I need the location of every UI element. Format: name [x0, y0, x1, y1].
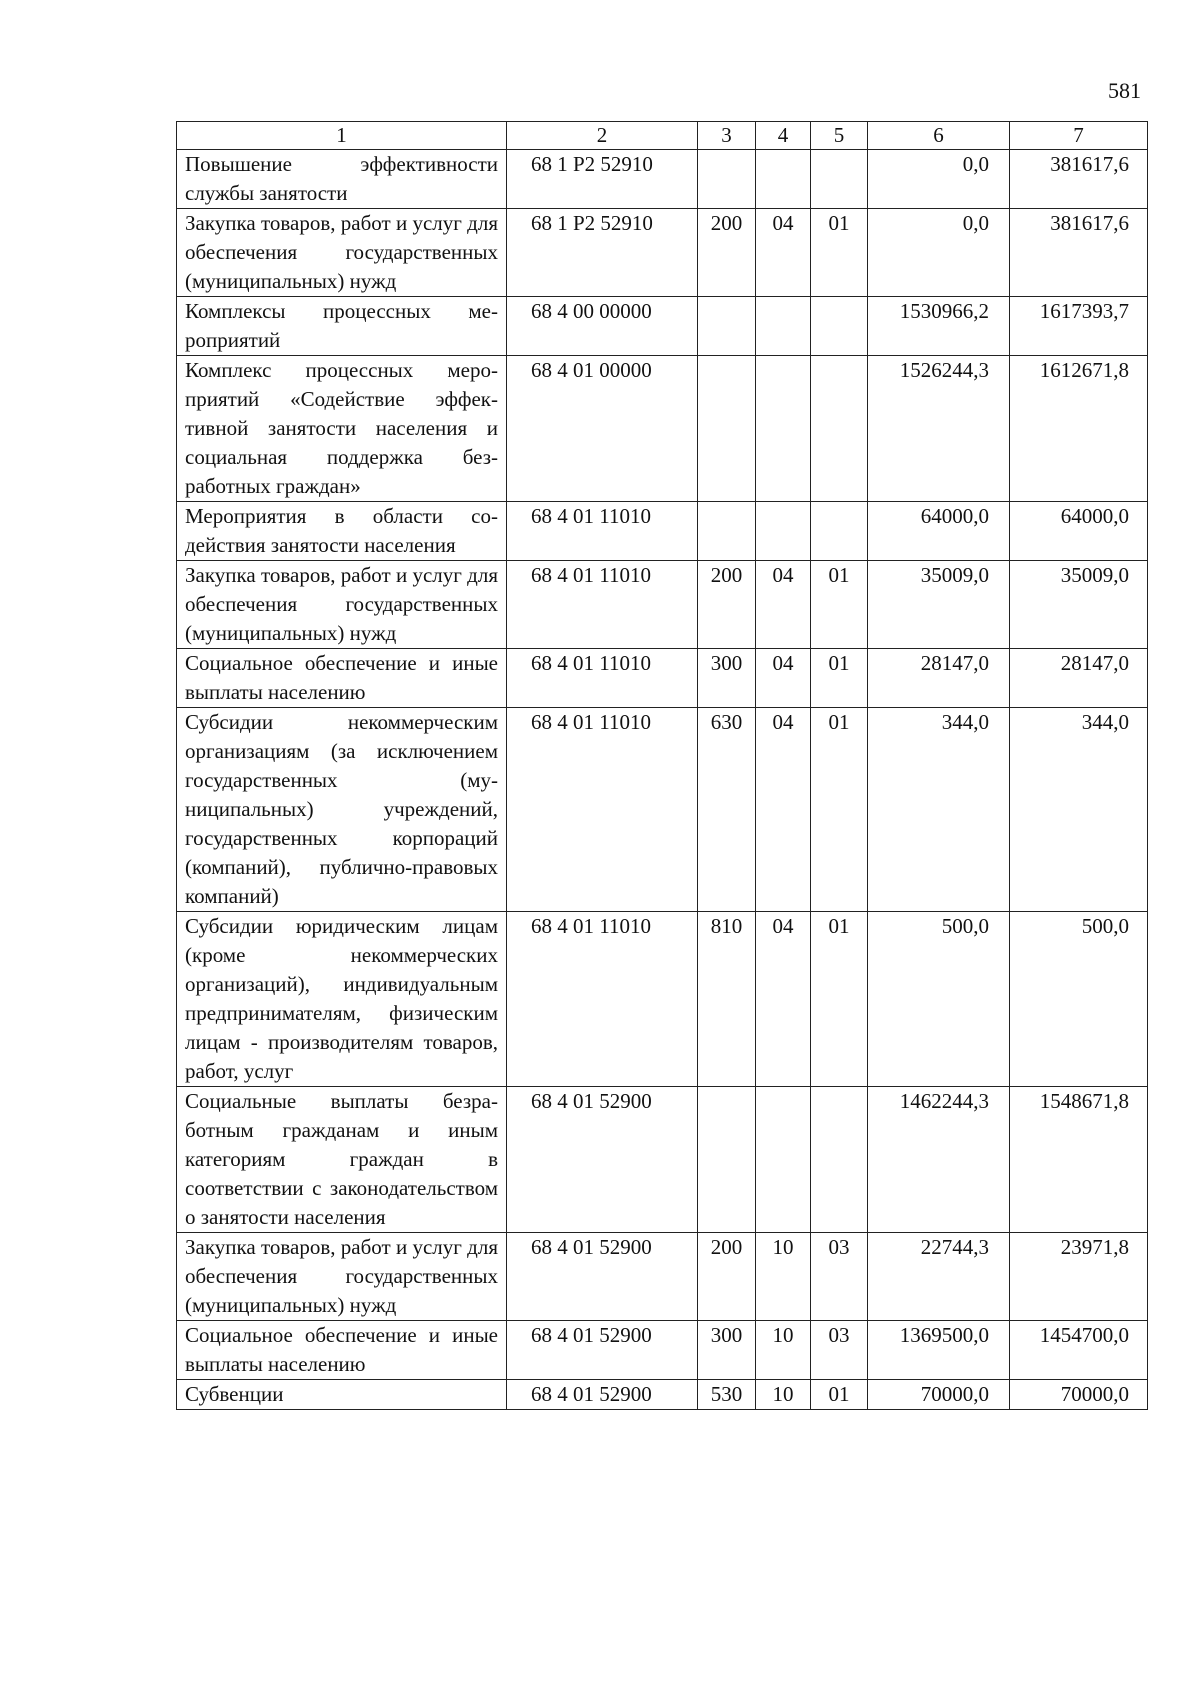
row-section-cell [756, 150, 811, 209]
table-row [177, 708, 1148, 912]
row-section-cell: 10 [756, 1233, 811, 1321]
row-amount-col6-cell: 64000,0 [868, 502, 1010, 561]
table-row [177, 502, 1148, 561]
row-amount-col7-cell: 500,0 [1010, 912, 1148, 1087]
column-header: 2 [507, 122, 698, 150]
row-code-cell: 68 4 01 11010 [507, 708, 698, 912]
row-section-cell [756, 356, 811, 502]
row-amount-col7-cell: 344,0 [1010, 708, 1148, 912]
row-amount-col7-cell: 381617,6 [1010, 209, 1148, 297]
table-row [177, 1233, 1148, 1321]
row-subsection-cell [811, 356, 868, 502]
row-name-cell: Закупка товаров, работ и услуг для обеспечения государственных (муниципальных) нужд [177, 209, 507, 297]
row-code-cell: 68 4 01 11010 [507, 561, 698, 649]
row-amount-col7-cell: 381617,6 [1010, 150, 1148, 209]
row-code-cell: 68 4 01 52900 [507, 1321, 698, 1380]
row-amount-col6-cell: 1526244,3 [868, 356, 1010, 502]
table-row [177, 297, 1148, 356]
row-amount-col6-cell: 1462244,3 [868, 1087, 1010, 1233]
row-subsection-cell [811, 1087, 868, 1233]
row-name-cell: Субсидии юридическим лицам (кроме некоммерческих организаций), индивидуальным предпринимателям, физическим лицам - производителям товаров, работ, услуг [177, 912, 507, 1087]
row-amount-col6-cell: 344,0 [868, 708, 1010, 912]
row-subsection-cell: 01 [811, 561, 868, 649]
row-amount-col7-cell: 1548671,8 [1010, 1087, 1148, 1233]
table-row [177, 1321, 1148, 1380]
table-row [177, 912, 1148, 1087]
row-name-cell: Закупка товаров, работ и услуг для обеспечения государственных (муниципальных) нужд [177, 1233, 507, 1321]
column-header: 4 [756, 122, 811, 150]
row-subsection-cell: 01 [811, 708, 868, 912]
row-name-cell: Закупка товаров, работ и услуг для обеспечения государственных (муниципальных) нужд [177, 561, 507, 649]
row-type-cell: 300 [698, 649, 756, 708]
row-name-cell: Субсидии некоммерческим организациям (за исключением государственных (муниципальных) учреждений, государственных корпораций (компаний), публично-правовых компаний) [177, 708, 507, 912]
row-name-cell: Повышение эффективности службы занятости [177, 150, 507, 209]
row-code-cell: 68 4 01 00000 [507, 356, 698, 502]
table-row [177, 150, 1148, 209]
row-type-cell: 200 [698, 561, 756, 649]
row-type-cell: 810 [698, 912, 756, 1087]
row-type-cell: 200 [698, 1233, 756, 1321]
row-amount-col6-cell: 1530966,2 [868, 297, 1010, 356]
row-type-cell [698, 356, 756, 502]
row-amount-col6-cell: 0,0 [868, 150, 1010, 209]
row-code-cell: 68 4 01 11010 [507, 912, 698, 1087]
row-subsection-cell [811, 502, 868, 561]
row-amount-col7-cell: 1617393,7 [1010, 297, 1148, 356]
column-header: 3 [698, 122, 756, 150]
row-type-cell [698, 1087, 756, 1233]
row-amount-col6-cell: 500,0 [868, 912, 1010, 1087]
row-section-cell: 04 [756, 561, 811, 649]
row-subsection-cell: 01 [811, 649, 868, 708]
row-name-cell: Мероприятия в области содействия занятости населения [177, 502, 507, 561]
row-type-cell: 630 [698, 708, 756, 912]
row-subsection-cell: 03 [811, 1233, 868, 1321]
table-row [177, 561, 1148, 649]
row-subsection-cell: 03 [811, 1321, 868, 1380]
row-name-cell: Социальное обеспечение и иные выплаты населению [177, 649, 507, 708]
row-amount-col7-cell: 23971,8 [1010, 1233, 1148, 1321]
column-header: 1 [177, 122, 507, 150]
row-type-cell [698, 297, 756, 356]
row-amount-col7-cell: 64000,0 [1010, 502, 1148, 561]
row-name-cell: Социальные выплаты безработным гражданам и иным категориям граждан в соответствии с законодательством о занятости населения [177, 1087, 507, 1233]
column-header: 6 [868, 122, 1010, 150]
row-amount-col6-cell: 70000,0 [868, 1380, 1010, 1410]
row-amount-col6-cell: 28147,0 [868, 649, 1010, 708]
row-section-cell [756, 1087, 811, 1233]
row-section-cell [756, 502, 811, 561]
row-subsection-cell: 01 [811, 912, 868, 1087]
budget-table [176, 121, 1148, 1410]
row-section-cell: 04 [756, 209, 811, 297]
column-header: 5 [811, 122, 868, 150]
row-amount-col7-cell: 1612671,8 [1010, 356, 1148, 502]
row-name-cell: Социальное обеспечение и иные выплаты населению [177, 1321, 507, 1380]
table-row [177, 356, 1148, 502]
row-name-cell: Субвенции [177, 1380, 507, 1410]
row-code-cell: 68 1 Р2 52910 [507, 209, 698, 297]
table-row [177, 649, 1148, 708]
row-amount-col7-cell: 70000,0 [1010, 1380, 1148, 1410]
row-code-cell: 68 4 01 11010 [507, 649, 698, 708]
row-code-cell: 68 1 Р2 52910 [507, 150, 698, 209]
row-type-cell: 200 [698, 209, 756, 297]
row-section-cell: 10 [756, 1321, 811, 1380]
row-section-cell [756, 297, 811, 356]
row-section-cell: 04 [756, 912, 811, 1087]
row-amount-col6-cell: 22744,3 [868, 1233, 1010, 1321]
table-row [177, 1380, 1148, 1410]
row-section-cell: 10 [756, 1380, 811, 1410]
column-header: 7 [1010, 122, 1148, 150]
row-subsection-cell: 01 [811, 209, 868, 297]
row-type-cell [698, 502, 756, 561]
row-code-cell: 68 4 01 52900 [507, 1087, 698, 1233]
row-subsection-cell [811, 297, 868, 356]
header-row [177, 122, 1148, 150]
page-number: 581 [1108, 78, 1141, 103]
row-section-cell: 04 [756, 649, 811, 708]
row-amount-col7-cell: 1454700,0 [1010, 1321, 1148, 1380]
row-type-cell: 530 [698, 1380, 756, 1410]
row-name-cell: Комплексы процессных мероприятий [177, 297, 507, 356]
row-amount-col7-cell: 35009,0 [1010, 561, 1148, 649]
row-code-cell: 68 4 01 52900 [507, 1380, 698, 1410]
row-name-cell: Комплекс процессных мероприятий «Содействие эффективной занятости населения и социальная поддержка безработных граждан» [177, 356, 507, 502]
row-code-cell: 68 4 01 52900 [507, 1233, 698, 1321]
row-section-cell: 04 [756, 708, 811, 912]
row-code-cell: 68 4 00 00000 [507, 297, 698, 356]
row-amount-col7-cell: 28147,0 [1010, 649, 1148, 708]
table-row [177, 209, 1148, 297]
row-subsection-cell [811, 150, 868, 209]
row-amount-col6-cell: 1369500,0 [868, 1321, 1010, 1380]
row-code-cell: 68 4 01 11010 [507, 502, 698, 561]
row-subsection-cell: 01 [811, 1380, 868, 1410]
row-type-cell [698, 150, 756, 209]
table-row [177, 1087, 1148, 1233]
row-amount-col6-cell: 0,0 [868, 209, 1010, 297]
row-type-cell: 300 [698, 1321, 756, 1380]
row-amount-col6-cell: 35009,0 [868, 561, 1010, 649]
